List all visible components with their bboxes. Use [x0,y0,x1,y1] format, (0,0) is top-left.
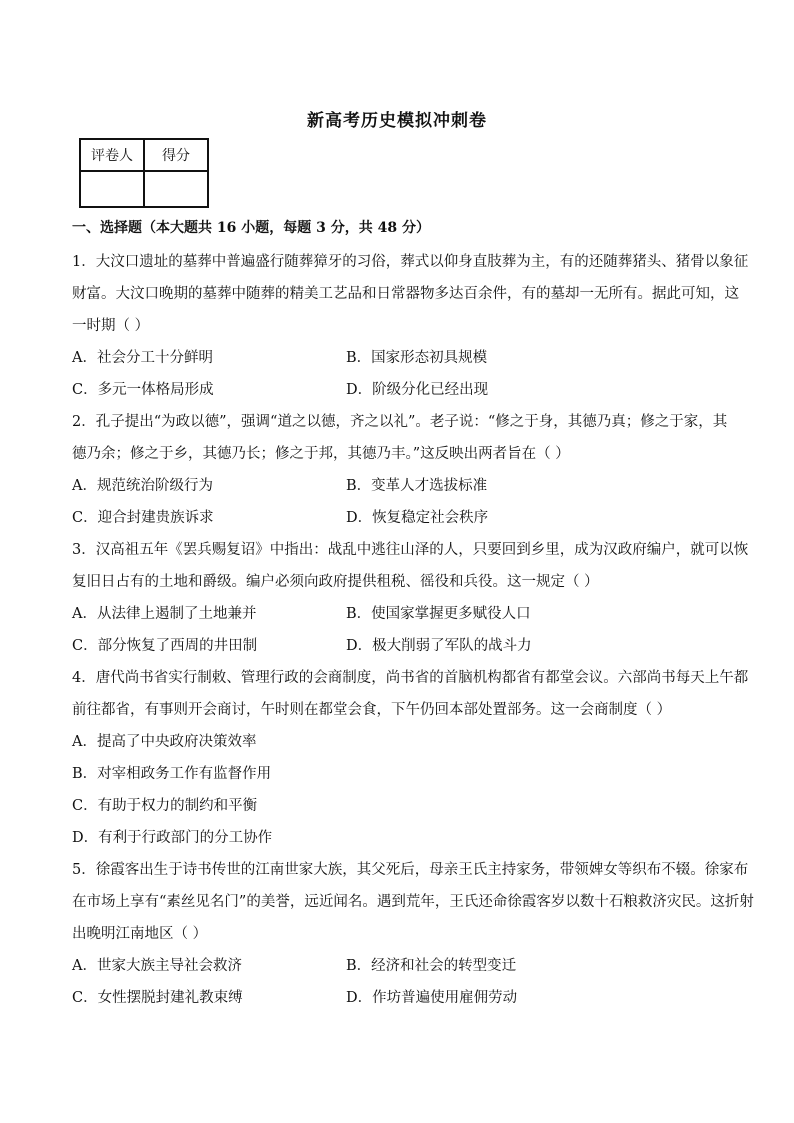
question-2-option-c[interactable]: C．迎合封建贵族诉求 [72,510,214,526]
question-5-option-c[interactable]: C．女性摆脱封建礼教束缚 [72,990,243,1006]
question-4-line-1: 4．唐代尚书省实行制敕、管理行政的会商制度，尚书省的首脑机构都省有都堂会议。六部尚书每天上午都 [72,670,749,686]
question-5-line-2: 在市场上享有“素丝见名门”的美誉，远近闻名。遇到荒年，王氏还命徐霞客岁以数十石粮救济灾民。这折射 [72,894,754,910]
question-1-line-3: 一时期（ ） [72,318,150,334]
score-table [79,138,209,208]
question-4-option-b[interactable]: B．对宰相政务工作有监督作用 [72,766,272,782]
question-3-option-d[interactable]: D．极大削弱了军队的战斗力 [346,638,532,654]
section-heading: 一、选择题（本大题共 16 小题，每题 3 分，共 48 分） [72,220,430,236]
question-3-option-c[interactable]: C．部分恢复了西周的井田制 [72,638,258,654]
question-1-line-1: 1．大汶口遗址的墓葬中普遍盛行随葬獐牙的习俗，葬式以仰身直肢葬为主，有的还随葬猪头、猪骨以象征 [72,254,749,270]
question-1-option-b[interactable]: B．国家形态初具规模 [346,350,488,366]
question-1-option-c[interactable]: C．多元一体格局形成 [72,382,214,398]
question-2-option-a[interactable]: A．规范统治阶级行为 [72,478,213,494]
question-5-option-d[interactable]: D．作坊普遍使用雇佣劳动 [346,990,518,1006]
question-5-line-3: 出晚明江南地区（ ） [72,926,208,942]
grader-cell[interactable] [80,171,144,207]
score-table-header-grader: 评卷人 [80,139,144,171]
question-5-option-a[interactable]: A．世家大族主导社会救济 [72,958,242,974]
question-4-option-a[interactable]: A．提高了中央政府决策效率 [72,734,257,750]
question-4-option-c[interactable]: C．有助于权力的制约和平衡 [72,798,258,814]
question-1-line-2: 财富。大汶口晚期的墓葬中随葬的精美工艺品和日常器物多达百余件，有的墓却一无所有。据此可知，这 [72,286,739,302]
question-3-line-1: 3．汉高祖五年《罢兵赐复诏》中指出：战乱中逃往山泽的人，只要回到乡里，成为汉政府编户，就可以恢 [72,542,749,558]
question-3-option-a[interactable]: A．从法律上遏制了土地兼并 [72,606,257,622]
question-4-line-2: 前往都省，有事则开会商讨，午时则在都堂会食，下午仍回本部处置部务。这一会商制度（ ） [72,702,672,718]
question-1-option-a[interactable]: A．社会分工十分鲜明 [72,350,213,366]
score-table-header-score: 得分 [144,139,208,171]
question-2-option-b[interactable]: B．变革人才选拔标准 [346,478,488,494]
question-4-option-d[interactable]: D．有利于行政部门的分工协作 [72,830,273,846]
question-5-option-b[interactable]: B．经济和社会的转型变迁 [346,958,517,974]
question-3-option-b[interactable]: B．使国家掌握更多赋役人口 [346,606,531,622]
question-2-line-1: 2．孔子提出“为政以德”，强调“道之以德，齐之以礼”。老子说：“修之于身，其德乃真；修之于家，其 [72,414,728,430]
question-1-option-d[interactable]: D．阶级分化已经出现 [346,382,489,398]
score-cell[interactable] [144,171,208,207]
page-title: 新高考历史模拟冲刺卷 [307,111,487,131]
question-5-line-1: 5．徐霞客出生于诗书传世的江南世家大族，其父死后，母亲王氏主持家务，带领婢女等织布不辍。徐家布 [72,862,749,878]
question-2-line-2: 德乃余；修之于乡，其德乃长；修之于邦，其德乃丰。”这反映出两者旨在（ ） [72,446,570,462]
question-2-option-d[interactable]: D．恢复稳定社会秩序 [346,510,489,526]
question-3-line-2: 复旧日占有的土地和爵级。编户必须向政府提供租税、徭役和兵役。这一规定（ ） [72,574,599,590]
